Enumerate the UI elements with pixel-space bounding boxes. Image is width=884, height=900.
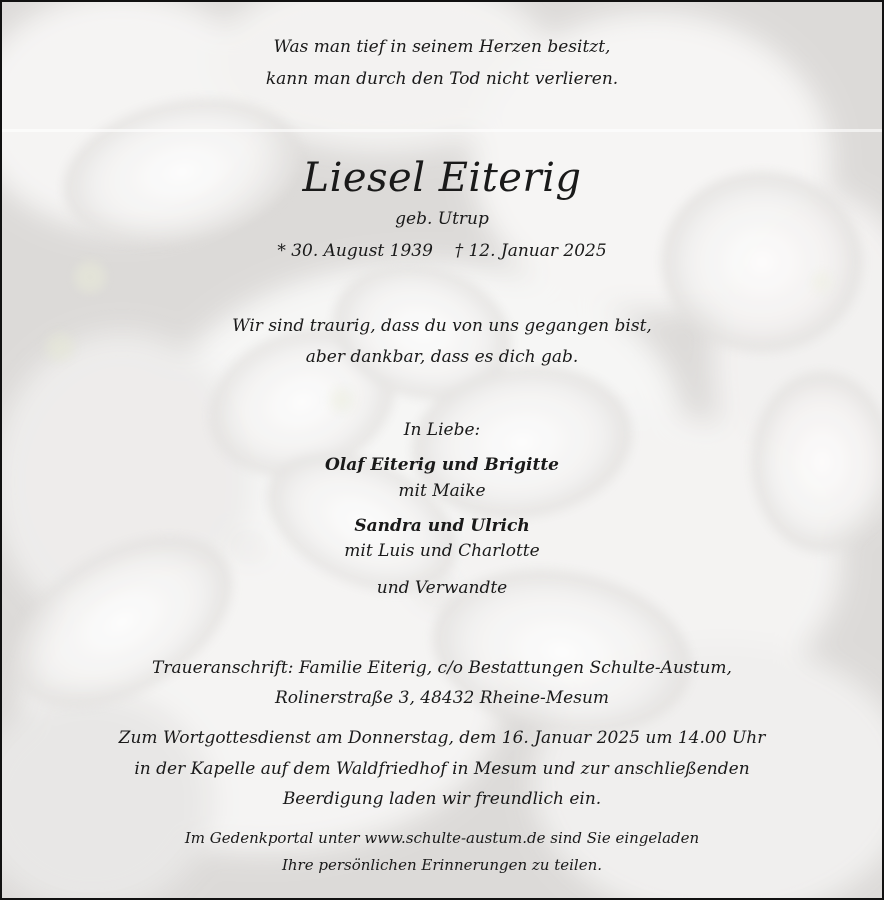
obituary-text (2, 2, 882, 898)
family-1-name: Olaf Eiterig und Brigitte (325, 455, 559, 475)
service-line-2: in der Kapelle auf dem Waldfriedhof in Mesum und zur anschließenden (134, 759, 750, 779)
birth-date: * 30. August 1939 (277, 241, 433, 261)
birth-name: geb. Utrup (395, 209, 489, 229)
verse-line-2: aber dankbar, dass es dich gab. (305, 347, 579, 367)
family-2-name: Sandra und Ulrich (354, 516, 530, 536)
life-dates (2, 241, 882, 261)
mourners-intro: In Liebe: (403, 420, 481, 440)
relatives: und Verwandte (376, 578, 508, 598)
service-line-3: Beerdigung laden wir freundlich ein. (282, 789, 602, 809)
address-line-1: Traueranschrift: Familie Eiterig, c/o Bestattungen Schulte-Austum, (152, 658, 732, 678)
deceased-name: Liesel Eiterig (302, 155, 582, 201)
service-line-1: Zum Wortgottesdienst am Donnerstag, dem 16. Januar 2025 um 14.00 Uhr (118, 728, 766, 748)
motto-line-2: kann man durch den Tod nicht verlieren. (265, 69, 619, 89)
motto-line-1: Was man tief in seinem Herzen besitzt, (273, 37, 611, 57)
portal-line-2: Ihre persönlichen Erinnerungen zu teilen. (281, 856, 603, 874)
family-1-sub: mit Maike (398, 481, 486, 501)
portal-line-1: Im Gedenkportal unter www.schulte-austum.de sind Sie eingeladen (184, 829, 700, 847)
death-date: † 12. Januar 2025 (454, 241, 607, 261)
family-2-sub: mit Luis und Charlotte (344, 541, 540, 561)
verse-line-1: Wir sind traurig, dass du von uns gegangen bist, (232, 316, 652, 336)
address-line-2: Rolinerstraße 3, 48432 Rheine-Mesum (274, 688, 610, 708)
